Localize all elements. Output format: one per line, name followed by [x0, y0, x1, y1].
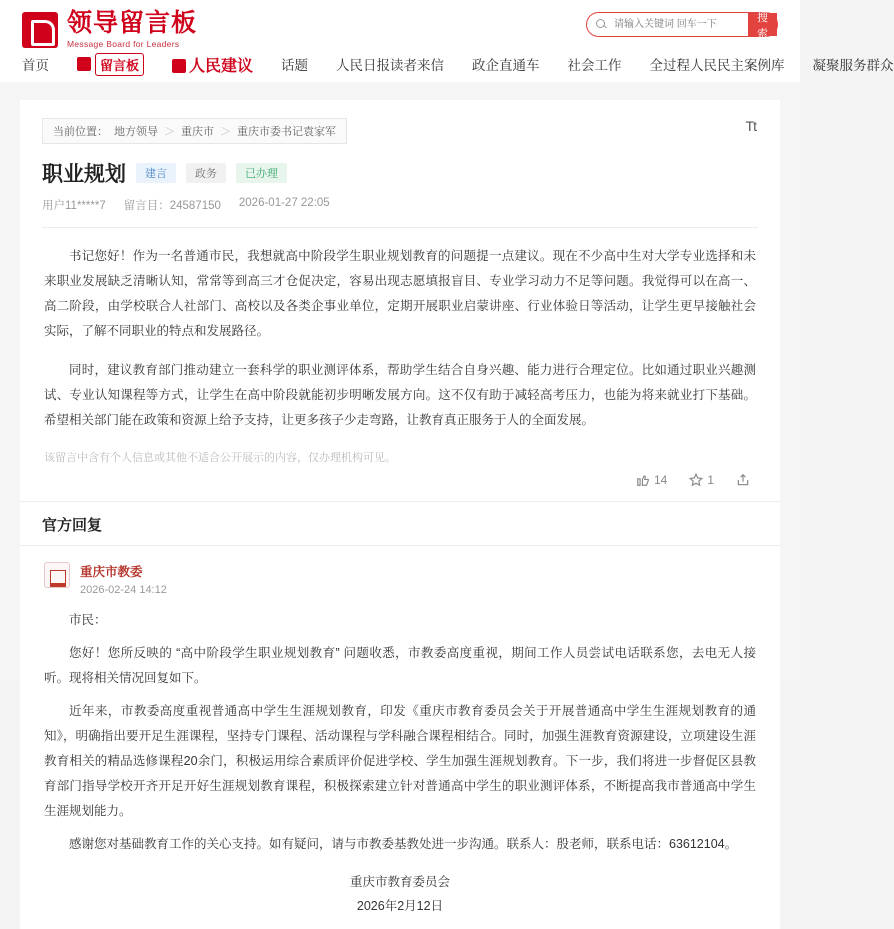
- reply-signature-date: 2026年2月12日: [356, 898, 444, 913]
- reply-paragraph-2: 近年来，市教委高度重视普通高中学生生涯规划教育，印发《重庆市教育委员会关于开展普通高中学生生涯规划教育的通知》，明确指出要开足生涯课程，坚持专门课程、活动课程与学科融合课程相结合。同时，加强生涯教育资源建设，立项建设生涯教育相关的精品选修课程20余门，积极运用综合素质评价促进学校、学生加强生涯规划教育。下一步，我们将进一步督促区县教育部门指导学校开齐开足开好生涯规划教育课程，积极探索建立针对普通高中学生的职业测评体系，不断提高我市普通高中学生生涯规划能力。: [44, 704, 756, 818]
- post-paragraph-2: 同时，建议教育部门推动建立一套科学的职业测评体系，帮助学生结合自身兴趣、能力进行合理定位。比如通过职业兴趣测试、专业认知课程等方式，让学生在高中阶段就能初步明晰发展方向。这不仅有助于减轻高考压力，也能为将来就业打下基础。希望相关部门能在政策和资源上给予支持，让更多孩子少走弯路，让教育真正服务于人的全面发展。: [44, 363, 756, 427]
- speech-bubble-logo-icon: [22, 12, 58, 48]
- post-meta: [20, 188, 780, 213]
- logo-title: 领导留言板: [67, 9, 198, 37]
- star-icon: [689, 473, 703, 487]
- breadcrumb-item-2[interactable]: 重庆市委书记袁家军: [237, 126, 336, 138]
- board-icon: [77, 57, 91, 71]
- reply-dept-name: 重庆市教委: [80, 565, 143, 579]
- status-badge-type: 建言: [136, 163, 176, 183]
- nav-item-social-work[interactable]: 社会工作: [567, 58, 622, 73]
- post-title-text: 职业规划: [42, 163, 126, 186]
- reply-paragraph-1: 您好！您所反映的 “高中阶段学生职业规划教育” 问题收悉，市教委高度重视，期间工作人员尝试电话联系您，去电无人接听。现将相关情况回复如下。: [44, 646, 756, 685]
- nav-item-democracy-cases[interactable]: 全过程人民民主案例库: [649, 58, 785, 73]
- government-building-icon: [44, 562, 70, 588]
- page-title: [20, 144, 780, 188]
- breadcrumb: [42, 118, 347, 144]
- search-input[interactable]: [612, 13, 748, 36]
- breadcrumb-sep-1: ＞: [220, 126, 231, 138]
- site-logo[interactable]: [22, 10, 197, 49]
- reply-timestamp: 2026-02-24 14:12: [80, 584, 167, 596]
- post-body: [20, 228, 780, 433]
- reply-paragraph-3: 感谢您对基础教育工作的关心支持。如有疑问，请与市教委基教处进一步沟通。联系人：殷老师，联系电话：63612104。: [69, 837, 738, 851]
- post-message-id: 留言目：24587150: [123, 200, 221, 212]
- privacy-note: 该留言中含有个人信息或其他不适合公开展示的内容，仅办理机构可见。: [44, 452, 396, 464]
- main-nav: [0, 46, 894, 82]
- nav-item-home[interactable]: 首页: [22, 58, 49, 73]
- site-header: [0, 0, 894, 82]
- breadcrumb-prefix: 当前位置：: [53, 126, 108, 138]
- nav-item-message-board-label: 留言板: [95, 53, 144, 76]
- nav-item-people-suggestions-label: 人民建议: [189, 57, 254, 75]
- nav-item-readers-letters[interactable]: 人民日报读者来信: [336, 58, 445, 73]
- reply-signature: [44, 865, 756, 919]
- reply-text: [44, 596, 756, 857]
- font-size-toggle[interactable]: Tt: [745, 118, 756, 134]
- search-button[interactable]: 搜索: [748, 13, 777, 36]
- post-timestamp: 2026-01-27 22:05: [238, 197, 330, 209]
- reply-dept-row: [44, 562, 756, 596]
- reply-signature-org: 重庆市教育委员会: [349, 875, 450, 889]
- breadcrumb-item-1[interactable]: 重庆市: [181, 126, 214, 138]
- search-icon: [596, 19, 607, 30]
- nav-item-topics[interactable]: 话题: [281, 58, 309, 73]
- nav-item-message-board[interactable]: [77, 53, 144, 76]
- breadcrumb-item-0[interactable]: 地方领导: [114, 126, 158, 138]
- share-icon: [736, 473, 750, 487]
- reply-body: [20, 546, 780, 919]
- search-box[interactable]: [586, 11, 778, 40]
- favorite-count: 1: [707, 473, 714, 487]
- breadcrumb-row: [20, 100, 780, 144]
- nav-item-community-service[interactable]: 凝聚服务群众: [812, 58, 894, 73]
- reply-salutation: 市民：: [69, 613, 107, 627]
- breadcrumb-sep-0: ＞: [164, 126, 175, 138]
- share-button[interactable]: [736, 473, 754, 487]
- post-author: 用户11*****7: [42, 200, 106, 212]
- thumbs-up-icon: [636, 473, 650, 487]
- status-badge-state: 已办理: [236, 163, 287, 183]
- like-count: 14: [653, 473, 668, 487]
- like-button[interactable]: [636, 473, 667, 487]
- post-actions: [20, 465, 780, 487]
- suggestion-icon: [172, 59, 186, 73]
- post-card: [20, 100, 780, 929]
- reply-section-title: 官方回复: [20, 501, 780, 546]
- nav-item-gov-enterprise[interactable]: 政企直通车: [472, 58, 540, 73]
- nav-item-people-suggestions[interactable]: [172, 53, 253, 76]
- logo-subtitle: Message Board for Leaders: [67, 39, 180, 50]
- status-badge-category: 政务: [186, 163, 226, 183]
- favorite-button[interactable]: [689, 473, 714, 487]
- post-paragraph-1: 书记您好！作为一名普通市民，我想就高中阶段学生职业规划教育的问题提一点建议。现在不少高中生对大学专业选择和未来职业发展缺乏清晰认知，常常等到高三才仓促决定，容易出现志愿填报盲目、专业学习动力不足等问题。我觉得可以在高一、高二阶段，由学校联合人社部门、高校以及各类企事业单位，定期开展职业启蒙讲座、行业体验日等活动，让学生更早接触社会实际，了解不同职业的特点和发展路径。: [44, 249, 756, 338]
